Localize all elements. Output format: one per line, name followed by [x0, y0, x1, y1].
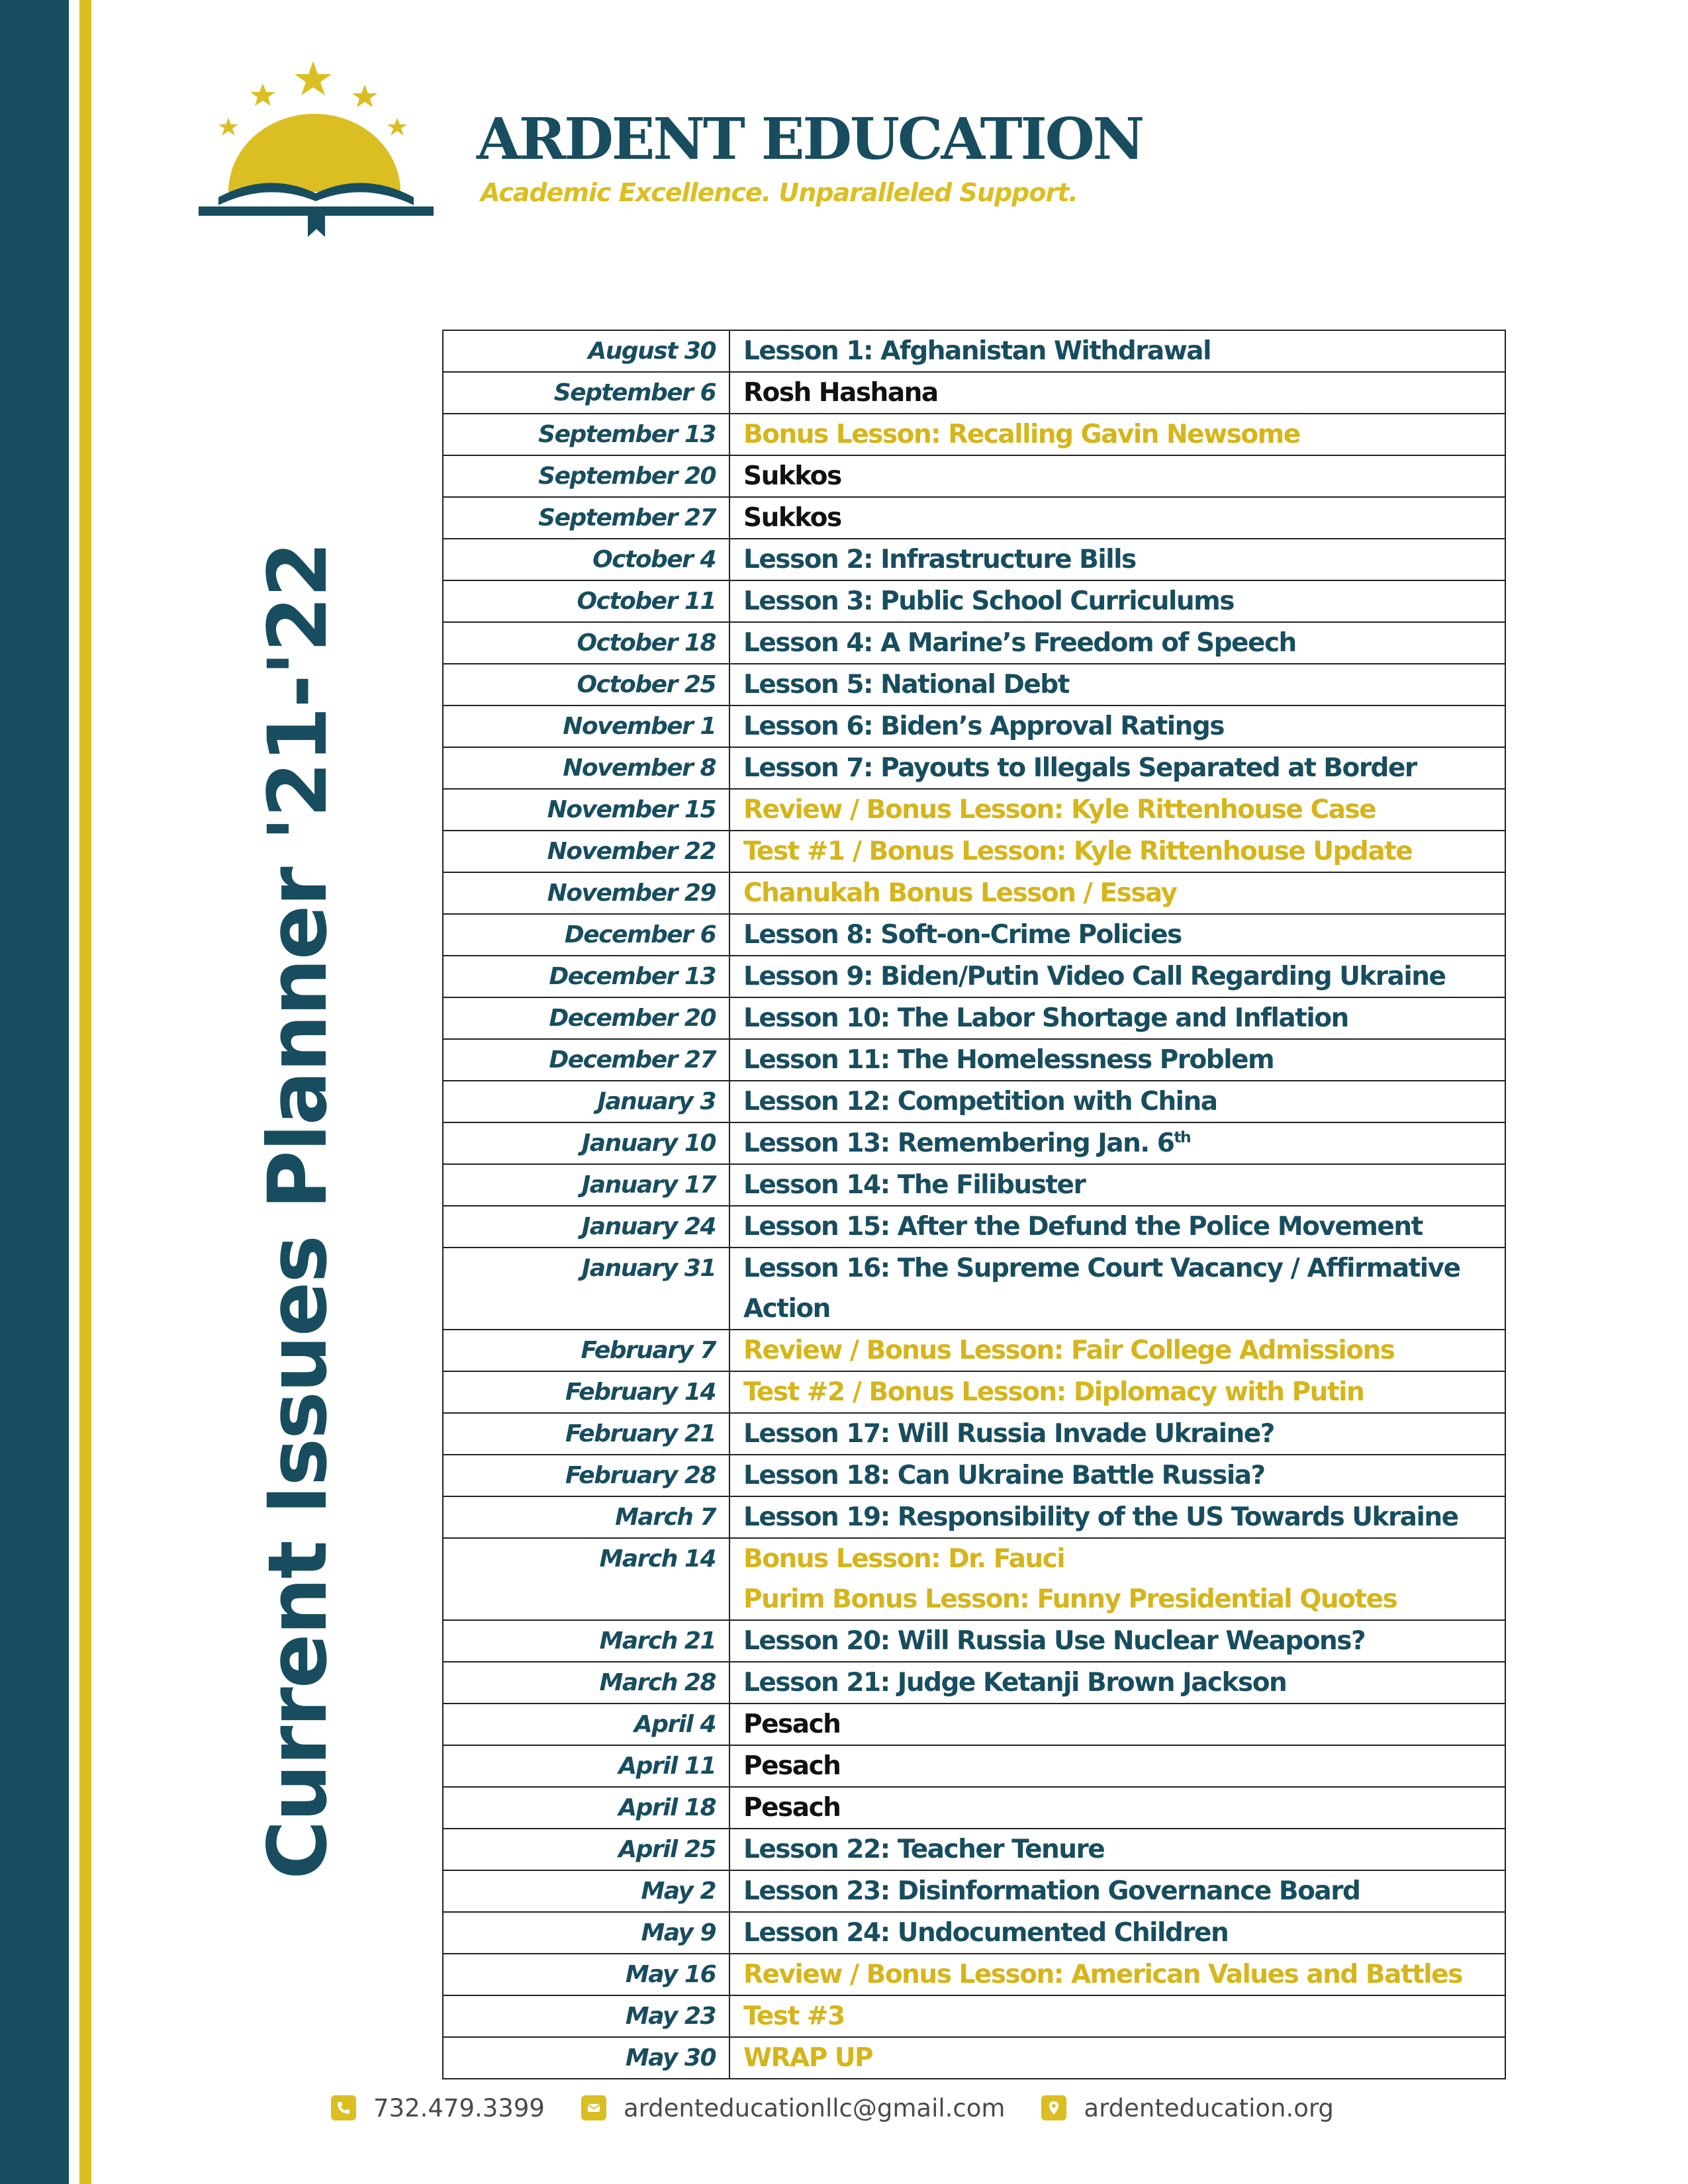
schedule-event-text: Lesson 12: Competition with China [743, 1087, 1217, 1116]
schedule-row [443, 2037, 1505, 2079]
logo-book-base [199, 206, 434, 216]
schedule-event-text: WRAP UP [743, 2043, 873, 2073]
schedule-row [443, 956, 1505, 997]
schedule-date: October 4 [443, 539, 729, 580]
schedule-date: February 14 [443, 1371, 729, 1413]
schedule-row [443, 831, 1505, 872]
schedule-event [729, 622, 1505, 664]
schedule-event [729, 2037, 1505, 2079]
footer-website [1041, 2094, 1333, 2122]
schedule-event [729, 330, 1505, 372]
schedule-date: April 25 [443, 1829, 729, 1870]
schedule-event-text: Lesson 10: The Labor Shortage and Inflation [743, 1003, 1348, 1033]
schedule-event-text: Lesson 1: Afghanistan Withdrawal [743, 336, 1211, 366]
schedule-date: August 30 [443, 330, 729, 372]
schedule-event-text: Test #3 [743, 2001, 845, 2031]
schedule-event-text: Lesson 4: A Marine’s Freedom of Speech [743, 628, 1296, 658]
schedule-event [729, 789, 1505, 831]
schedule-date: February 21 [443, 1413, 729, 1455]
schedule-event-line [743, 1704, 1505, 1745]
schedule-row [443, 580, 1505, 622]
footer-contact [331, 2091, 1370, 2124]
schedule-event-line [743, 748, 1505, 788]
schedule-date: November 8 [443, 747, 729, 789]
ordinal-suffix: th [1174, 1128, 1191, 1146]
schedule-event-text: Purim Bonus Lesson: Funny Presidential Quotes [743, 1584, 1397, 1614]
footer-email [581, 2094, 1005, 2122]
schedule-event-line [743, 1579, 1505, 1619]
schedule-event-line [743, 998, 1505, 1038]
planner-title: Current Issues Planner '21-'22 [251, 543, 345, 1880]
schedule-event-text: Bonus Lesson: Dr. Fauci [743, 1544, 1065, 1574]
schedule-event-line [743, 1662, 1505, 1703]
schedule-date: March 28 [443, 1662, 729, 1704]
schedule-event-text: Lesson 2: Infrastructure Bills [743, 545, 1136, 574]
schedule-date: January 24 [443, 1206, 729, 1248]
schedule-event-text: Bonus Lesson: Recalling Gavin Newsome [743, 420, 1300, 449]
schedule-event [729, 1662, 1505, 1704]
schedule-row [443, 1122, 1505, 1164]
schedule-row [443, 1912, 1505, 1954]
schedule-date: February 7 [443, 1330, 729, 1371]
schedule-event-text: Lesson 20: Will Russia Use Nuclear Weapons? [743, 1626, 1366, 1656]
schedule-row [443, 1954, 1505, 1995]
schedule-event-line [743, 1829, 1505, 1870]
schedule-event-text: Sukkos [743, 503, 841, 533]
schedule-event-line [743, 1248, 1505, 1289]
schedule-event-line [743, 1621, 1505, 1661]
schedule-date: October 25 [443, 664, 729, 705]
schedule-date: May 16 [443, 1954, 729, 1995]
schedule-row [443, 747, 1505, 789]
schedule-event-text: Action [743, 1294, 830, 1324]
schedule-event-text: Lesson 5: National Debt [743, 670, 1069, 700]
schedule-row [443, 1787, 1505, 1829]
logo-star-top [295, 61, 332, 95]
schedule-date: November 1 [443, 705, 729, 747]
schedule-event [729, 956, 1505, 997]
schedule-event-text: Lesson 8: Soft-on-Crime Policies [743, 920, 1182, 950]
schedule-event-line [743, 873, 1505, 913]
schedule-event [729, 914, 1505, 956]
schedule-date: March 14 [443, 1538, 729, 1620]
schedule-row [443, 455, 1505, 497]
schedule-event-line [743, 1165, 1505, 1205]
schedule-event [729, 580, 1505, 622]
schedule-event-text: Lesson 11: The Homelessness Problem [743, 1045, 1274, 1075]
schedule-row [443, 497, 1505, 539]
schedule-date: February 28 [443, 1455, 729, 1496]
schedule-table [442, 330, 1506, 2079]
schedule-event-line [743, 1081, 1505, 1122]
schedule-date: November 22 [443, 831, 729, 872]
schedule-event-line [743, 1996, 1505, 2036]
schedule-date: December 27 [443, 1039, 729, 1081]
schedule-event-line [743, 581, 1505, 621]
schedule-row [443, 414, 1505, 455]
schedule-date: March 21 [443, 1620, 729, 1662]
schedule-row [443, 1496, 1505, 1538]
logo-star-far-right [387, 118, 407, 136]
schedule-row [443, 1206, 1505, 1248]
schedule-event [729, 1039, 1505, 1081]
schedule-event-text: Review / Bonus Lesson: Kyle Rittenhouse Case [743, 795, 1376, 825]
schedule-row [443, 1829, 1505, 1870]
schedule-event [729, 1787, 1505, 1829]
schedule-row [443, 1413, 1505, 1455]
schedule-row [443, 1620, 1505, 1662]
schedule-date: September 20 [443, 455, 729, 497]
phone-icon [331, 2095, 356, 2120]
schedule-event-text: Lesson 6: Biden’s Approval Ratings [743, 711, 1224, 741]
schedule-event-text: Sukkos [743, 461, 841, 491]
schedule-row [443, 789, 1505, 831]
schedule-event-line [743, 1455, 1505, 1496]
schedule-event-line [743, 373, 1505, 413]
schedule-event-text: Lesson 3: Public School Curriculums [743, 586, 1234, 616]
schedule-event-line [743, 1040, 1505, 1080]
schedule-date: December 20 [443, 997, 729, 1039]
schedule-event-line [743, 456, 1505, 496]
schedule-event [729, 455, 1505, 497]
footer-website-text[interactable]: ardenteducation.org [1084, 2093, 1334, 2122]
schedule-row [443, 1870, 1505, 1912]
schedule-date: November 29 [443, 872, 729, 914]
schedule-event [729, 1995, 1505, 2037]
schedule-event-text: Lesson 21: Judge Ketanji Brown Jackson [743, 1668, 1287, 1698]
schedule-event [729, 1455, 1505, 1496]
schedule-event-text: Lesson 17: Will Russia Invade Ukraine? [743, 1419, 1274, 1449]
schedule-event [729, 997, 1505, 1039]
schedule-event-text: Lesson 14: The Filibuster [743, 1170, 1086, 1200]
schedule-event-text: Lesson 19: Responsibility of the US Towards Ukraine [743, 1502, 1458, 1532]
schedule-event [729, 1954, 1505, 1995]
schedule-event-line [743, 1289, 1505, 1329]
location-pin-icon [1041, 2095, 1066, 2120]
schedule-event [729, 1829, 1505, 1870]
footer-phone [331, 2094, 545, 2122]
schedule-event-text: Pesach [743, 1793, 841, 1823]
schedule-event [729, 1081, 1505, 1122]
ardent-education-logo [195, 60, 440, 238]
schedule-date: April 11 [443, 1745, 729, 1787]
schedule-event-line [743, 915, 1505, 955]
schedule-event-line [743, 1539, 1505, 1579]
logo-bookmark [308, 216, 325, 237]
schedule-date: November 15 [443, 789, 729, 831]
schedule-event [729, 1620, 1505, 1662]
schedule-event-line [743, 623, 1505, 663]
schedule-event [729, 831, 1505, 872]
schedule-event-text: Lesson 7: Payouts to Illegals Separated at Border [743, 753, 1417, 783]
schedule-event-text: Test #1 / Bonus Lesson: Kyle Rittenhouse Update [743, 837, 1413, 866]
footer-email-text[interactable]: ardenteducationllc@gmail.com [623, 2093, 1006, 2122]
schedule-row [443, 372, 1505, 414]
schedule-event [729, 1248, 1505, 1330]
schedule-row [443, 1371, 1505, 1413]
schedule-event-line [743, 1788, 1505, 1828]
schedule-event-line [743, 539, 1505, 580]
schedule-event-text: Lesson 22: Teacher Tenure [743, 1835, 1105, 1864]
schedule-event-text: Lesson 15: After the Defund the Police Movement [743, 1212, 1423, 1242]
schedule-event-line [743, 414, 1505, 455]
schedule-row [443, 1248, 1505, 1330]
schedule-event [729, 1413, 1505, 1455]
schedule-event [729, 1206, 1505, 1248]
left-gold-stripe [79, 0, 91, 2184]
schedule-row [443, 872, 1505, 914]
schedule-event-line [743, 1871, 1505, 1911]
schedule-event [729, 497, 1505, 539]
schedule-date: September 13 [443, 414, 729, 455]
schedule-row [443, 664, 1505, 705]
schedule-date: May 23 [443, 1995, 729, 2037]
schedule-date: April 4 [443, 1704, 729, 1745]
schedule-event [729, 1745, 1505, 1787]
schedule-event-text: Lesson 24: Undocumented Children [743, 1918, 1229, 1948]
schedule-event-line [743, 1330, 1505, 1371]
schedule-row [443, 1704, 1505, 1745]
schedule-date: May 9 [443, 1912, 729, 1954]
schedule-event-text: Pesach [743, 1751, 841, 1781]
schedule-event-text: Test #2 / Bonus Lesson: Diplomacy with Putin [743, 1377, 1364, 1407]
schedule-event [729, 664, 1505, 705]
schedule-date: January 3 [443, 1081, 729, 1122]
left-teal-stripe [0, 0, 69, 2184]
schedule-date: December 13 [443, 956, 729, 997]
schedule-date: March 7 [443, 1496, 729, 1538]
schedule-date: January 17 [443, 1164, 729, 1206]
schedule-event [729, 1496, 1505, 1538]
schedule-row [443, 914, 1505, 956]
schedule-event-text: Rosh Hashana [743, 378, 938, 408]
schedule-row [443, 1330, 1505, 1371]
schedule-event-line [743, 664, 1505, 705]
schedule-row [443, 705, 1505, 747]
schedule-row [443, 1995, 1505, 2037]
schedule-date: October 11 [443, 580, 729, 622]
schedule-event [729, 1538, 1505, 1620]
schedule-event-line [743, 2038, 1505, 2078]
schedule-event-text: Lesson 18: Can Ukraine Battle Russia? [743, 1461, 1265, 1490]
schedule-event-text: Lesson 23: Disinformation Governance Board [743, 1876, 1360, 1906]
schedule-date: September 27 [443, 497, 729, 539]
schedule-event-line [743, 1206, 1505, 1247]
logo-star-left [250, 83, 275, 106]
brand-name: ARDENT EDUCATION [477, 106, 1143, 173]
logo-star-far-left [218, 118, 238, 136]
schedule-row [443, 997, 1505, 1039]
schedule-event [729, 1704, 1505, 1745]
schedule-event-line [743, 956, 1505, 997]
schedule-event [729, 872, 1505, 914]
schedule-date: May 2 [443, 1870, 729, 1912]
schedule-date: October 18 [443, 622, 729, 664]
schedule-event-line [743, 1497, 1505, 1537]
schedule-event [729, 747, 1505, 789]
schedule-date: May 30 [443, 2037, 729, 2079]
schedule-event-line [743, 498, 1505, 538]
schedule-event-text: Review / Bonus Lesson: Fair College Admissions [743, 1336, 1395, 1365]
schedule-event-text: Lesson 9: Biden/Putin Video Call Regarding Ukraine [743, 962, 1446, 991]
schedule-event-line [743, 1746, 1505, 1786]
schedule-event-line [743, 706, 1505, 747]
schedule-body [443, 330, 1505, 2079]
schedule-date: December 6 [443, 914, 729, 956]
schedule-event-text: Lesson 13: Remembering Jan. 6 [743, 1128, 1174, 1158]
schedule-event [729, 1122, 1505, 1164]
schedule-row [443, 1039, 1505, 1081]
schedule-event [729, 1912, 1505, 1954]
schedule-row [443, 1455, 1505, 1496]
schedule-event [729, 372, 1505, 414]
schedule-row [443, 1081, 1505, 1122]
schedule-event [729, 705, 1505, 747]
schedule-date: September 6 [443, 372, 729, 414]
schedule-event [729, 539, 1505, 580]
schedule-event [729, 1870, 1505, 1912]
schedule-row [443, 539, 1505, 580]
schedule-row [443, 622, 1505, 664]
schedule-event-line [743, 1123, 1505, 1163]
schedule-row [443, 1164, 1505, 1206]
schedule-event-line [743, 1414, 1505, 1454]
footer-phone-text[interactable]: 732.479.3399 [373, 2093, 545, 2122]
logo-sun [228, 114, 400, 192]
schedule-event [729, 1330, 1505, 1371]
schedule-event-line [743, 831, 1505, 872]
schedule-event-text: Chanukah Bonus Lesson / Essay [743, 878, 1177, 908]
schedule-row [443, 1745, 1505, 1787]
schedule-row [443, 330, 1505, 372]
email-icon [581, 2095, 606, 2120]
schedule-date: January 31 [443, 1248, 729, 1330]
schedule-event-text: Review / Bonus Lesson: American Values and Battles [743, 1960, 1462, 1989]
schedule-event-line [743, 1372, 1505, 1412]
schedule-date: January 10 [443, 1122, 729, 1164]
schedule-event [729, 1371, 1505, 1413]
schedule-event-line [743, 1954, 1505, 1995]
schedule-row [443, 1538, 1505, 1620]
logo-star-right [352, 85, 377, 107]
schedule-event-text: Pesach [743, 1709, 841, 1739]
schedule-event-line [743, 790, 1505, 830]
schedule-event-line [743, 1913, 1505, 1953]
brand-tagline: Academic Excellence. Unparalleled Support. [481, 178, 1078, 207]
schedule-event-text: Lesson 16: The Supreme Court Vacancy / Affirmative [743, 1253, 1460, 1283]
schedule-event [729, 1164, 1505, 1206]
schedule-date: April 18 [443, 1787, 729, 1829]
schedule-row [443, 1662, 1505, 1704]
schedule-event-line [743, 331, 1505, 371]
schedule-event [729, 414, 1505, 455]
